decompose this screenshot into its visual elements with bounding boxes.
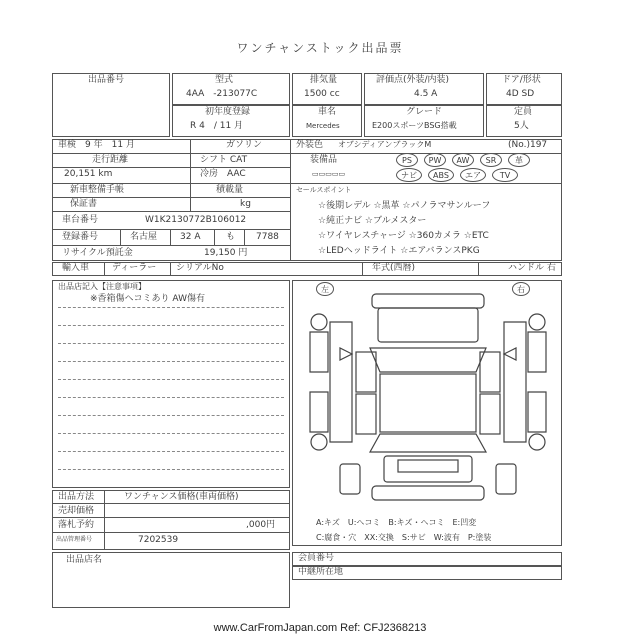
price2-value: ,000円 <box>246 520 276 530</box>
reg-v3 <box>214 229 215 245</box>
doors-value: 4D SD <box>506 89 535 99</box>
reg-class: 32 A <box>180 232 201 242</box>
notes-dash-1 <box>58 307 284 308</box>
notes-dash-7 <box>58 415 284 416</box>
grade-label: グレード <box>406 107 443 117</box>
reg-v2 <box>170 229 171 245</box>
prev-checks: 新車整備手帳 <box>70 185 125 195</box>
spec-line-3 <box>52 183 562 184</box>
sheet-title: ワンチャンストック出品票 <box>236 41 404 55</box>
equip-air: エア <box>460 168 486 182</box>
diagram-right-mark: 右 <box>512 282 530 296</box>
price1-label: 売却価格 <box>58 506 95 516</box>
imp-v4 <box>478 262 479 276</box>
equip-leather: 革 <box>508 153 530 167</box>
displacement-value: 1500 cc <box>304 89 340 99</box>
admin-label: 出品管理番号 <box>56 536 93 543</box>
spec-vline-2 <box>290 139 291 261</box>
legend-row-1: A:キズ U:ヘコミ B:キズ・ヘコミ E:凹変 <box>316 518 477 527</box>
notes-dash-2 <box>58 325 284 326</box>
imp-v1 <box>104 262 105 276</box>
weight-label: 積載量 <box>216 185 244 195</box>
doors-label: ドア/形状 <box>502 75 541 85</box>
price2-label: 落札予約 <box>58 520 95 530</box>
score-label: 評価点(外装/内装) <box>376 75 450 85</box>
weight-unit: kg <box>240 199 251 209</box>
equip-sr: SR <box>480 153 502 167</box>
car-diagram-icon <box>300 292 556 514</box>
color-value: オブシディアンブラックM <box>338 140 432 149</box>
spec-line-4 <box>52 197 290 198</box>
score-value: 4.5 A <box>414 89 438 99</box>
equipment-label: 装備品 <box>310 155 338 165</box>
sales-point-label: セールスポイント <box>296 186 352 194</box>
carname-value: Mercedes <box>306 122 340 130</box>
method-label: 出品方法 <box>58 492 95 502</box>
sales-point-2: ☆純正ナビ ☆ブルメスター <box>318 216 427 226</box>
equip-note: ▭▭▭▭▭ <box>312 170 346 178</box>
spec-line-2 <box>52 167 290 168</box>
mileage-value: 20,151 km <box>64 169 113 179</box>
equip-tv: TV <box>492 168 518 182</box>
reg-v1 <box>120 229 121 245</box>
equip-aw: AW <box>452 153 474 167</box>
admin-value: 7202539 <box>138 535 179 545</box>
spec-vline-1 <box>190 139 191 153</box>
spec-vline-3 <box>190 153 191 183</box>
vin-label: 車台番号 <box>62 215 99 225</box>
shift: シフト CAT <box>200 155 248 165</box>
color-code: (No.)197 <box>508 140 548 150</box>
displacement-label: 排気量 <box>310 75 338 85</box>
notes-dash-6 <box>58 397 284 398</box>
carname-label: 車名 <box>318 107 337 117</box>
aircon: 冷房 AAC <box>200 169 246 179</box>
notes-dash-10 <box>58 469 284 470</box>
reg-num: 7788 <box>256 232 279 242</box>
import-year-label: 年式(西暦) <box>372 263 416 273</box>
firstreg-value: R 4 / 11 月 <box>190 121 244 131</box>
import-serial: シリアルNo <box>176 263 224 273</box>
diagram-left-mark: 左 <box>316 282 334 296</box>
bt-h1 <box>52 503 290 504</box>
imp-v3 <box>362 262 363 276</box>
equip-pw: PW <box>424 153 446 167</box>
spec-line-5 <box>52 211 290 212</box>
notes-label: 出品店記入【注意事項】 <box>58 282 146 291</box>
imp-v2 <box>170 262 171 276</box>
notes-dash-8 <box>58 433 284 434</box>
mileage-label: 走行距離 <box>92 155 129 165</box>
lot-label: 出品番号 <box>88 75 125 85</box>
import-handle: ハンドル 右 <box>508 263 556 273</box>
model-code: 4AA -213077C <box>186 89 258 99</box>
warranty: 保証書 <box>70 199 98 209</box>
inspection: 車検 9 年 11 月 <box>58 140 135 150</box>
bt-v1 <box>104 490 105 550</box>
notes-box <box>52 280 290 488</box>
spec-line-7 <box>52 245 290 246</box>
notes-dash-5 <box>58 379 284 380</box>
fuel: ガソリン <box>226 140 263 150</box>
equip-ps: PS <box>396 153 418 167</box>
reg-no-label: 登録番号 <box>62 232 99 242</box>
bt-h3 <box>52 532 290 533</box>
notes-line-1: ※香箱傷ヘコミあり AW傷有 <box>90 294 205 304</box>
equip-abs: ABS <box>428 168 454 182</box>
recycle-label: リサイクル預託金 <box>62 248 133 258</box>
sales-point-3: ☆ワイヤレスチャージ ☆360カメラ ☆ETC <box>318 231 489 241</box>
firstreg-label: 初年度登録 <box>205 107 251 117</box>
import-dealer: ディーラー <box>112 263 157 273</box>
method-value: ワンチャンス価格(車両価格) <box>124 492 239 502</box>
transfer-label: 中継所在地 <box>298 567 344 577</box>
reg-v4 <box>244 229 245 245</box>
watermark-text: www.CarFromJapan.com Ref: CFJ2368213 <box>213 622 427 634</box>
grade-value: E200スポーツBSG搭載 <box>372 121 457 130</box>
recycle-value: 19,150 円 <box>204 248 248 258</box>
reg-city: 名古屋 <box>130 232 158 242</box>
spec-line-6 <box>52 229 290 230</box>
bt-h2 <box>52 517 290 518</box>
sales-point-4: ☆LEDヘッドライト ☆エアバランスPKG <box>318 246 480 256</box>
legend-row-2: C:腐食・穴 XX:交換 S:サビ W:波有 P:塗装 <box>316 533 492 542</box>
capacity-value: 5人 <box>514 121 529 131</box>
color-label: 外装色 <box>296 140 324 150</box>
reg-kana: も <box>226 232 236 242</box>
notes-dash-4 <box>58 361 284 362</box>
notes-dash-3 <box>58 343 284 344</box>
equip-navi: ナビ <box>396 168 422 182</box>
import-label: 輸入車 <box>62 263 90 273</box>
model-label: 型式 <box>215 75 234 85</box>
assoc-label: 会員番号 <box>298 553 335 563</box>
store-label: 出品店名 <box>66 555 103 565</box>
notes-dash-9 <box>58 451 284 452</box>
sales-point-1: ☆後期レデル ☆黒革 ☆パノラマサンルーフ <box>318 201 491 211</box>
vin-value: W1K2130772B106012 <box>145 215 247 225</box>
capacity-label: 定員 <box>514 107 533 117</box>
